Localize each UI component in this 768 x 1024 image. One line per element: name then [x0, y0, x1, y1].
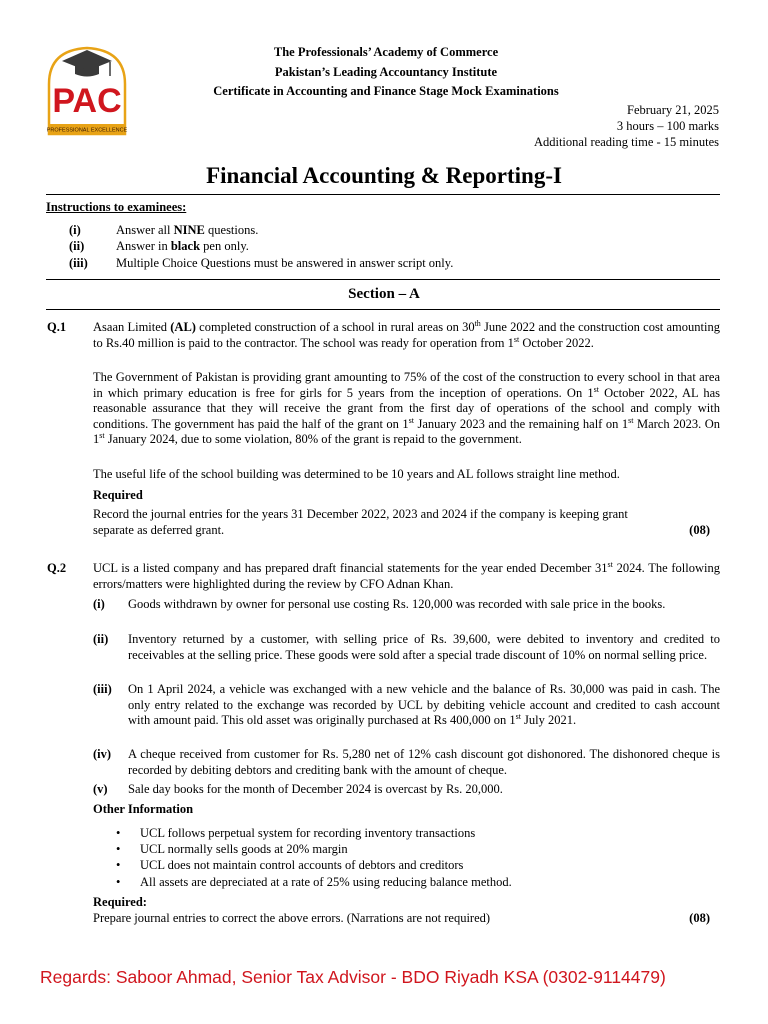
q2-item: (i) Goods withdrawn by owner for personal use costing Rs. 120,000 was recorded with sale price in the books.	[93, 597, 666, 611]
q2-bullet: • All assets are depreciated at a rate of 25% using reducing balance method.	[116, 875, 512, 889]
q1-required-label: Required	[93, 488, 143, 502]
q2-item: (iv) A cheque received from customer for Rs. 5,280 net of 12% cash discount got dishonored. The dishonored cheque is recorded by debiting debtors and crediting bank with the amount of cheque.	[93, 747, 720, 777]
q2-item: (v) Sale day books for the month of December 2024 is overcast by Rs. 20,000.	[93, 782, 503, 796]
header-line-3: Certificate in Accounting and Finance Stage Mock Examinations	[213, 84, 559, 98]
q2-intro: UCL is a listed company and has prepared draft financial statements for the year ended December 31st 2024. The following errors/matters were highlighted during the review by CFO Adnan Khan.	[93, 559, 720, 591]
exam-meta	[534, 102, 719, 150]
pac-logo	[46, 44, 128, 138]
footer-credit: Regards: Saboor Ahmad, Senior Tax Advisor - BDO Riyadh KSA (0302-9114479)	[40, 967, 666, 987]
q1-marks: (08)	[689, 523, 710, 537]
logo-tagline: PROFESSIONAL EXCELLENCE	[46, 127, 128, 134]
pac-logo-graphic	[46, 44, 128, 138]
exam-date: February 21, 2025	[627, 103, 719, 117]
question-2-number: Q.2	[47, 561, 67, 575]
title-divider	[46, 194, 720, 195]
instruction-item: (ii) Answer in black pen only.	[69, 239, 249, 253]
q2-other-info-label: Other Information	[93, 802, 194, 816]
q2-item: (iii) On 1 April 2024, a vehicle was exchanged with a new vehicle and the balance of Rs. 30,000 was paid in cash. The only entry related to the exchange was recorded by UCL by debiting vehicle account and credited to cash account with amount paid. This old asset was originally purchased at Rs 400,000 on 1st July 2021.	[93, 682, 720, 728]
section-rule-bottom	[46, 309, 720, 310]
institute-header	[140, 43, 632, 102]
instruction-item: (iii) Multiple Choice Questions must be answered in answer script only.	[69, 256, 454, 270]
q2-required-text: Prepare journal entries to correct the above errors. (Narrations are not required)	[93, 911, 491, 925]
q1-paragraph-3: The useful life of the school building was determined to be 10 years and AL follows straight line method.	[93, 467, 620, 481]
q2-bullet: • UCL normally sells goods at 20% margin	[116, 842, 348, 856]
q2-bullet: • UCL follows perpetual system for recording inventory transactions	[116, 826, 476, 840]
q2-bullet: • UCL does not maintain control accounts of debtors and creditors	[116, 858, 464, 872]
q1-paragraph-1: Asaan Limited (AL) completed construction of a school in rural areas on 30th June 2022 and the construction cost amounting to Rs.40 million is paid to the contractor. The school was ready for operation from 1st October 2022.	[93, 318, 720, 350]
paper-title: Financial Accounting & Reporting-I	[206, 163, 562, 188]
instruction-item: (i) Answer all NINE questions.	[69, 223, 259, 237]
instructions-heading: Instructions to examinees:	[46, 200, 187, 214]
exam-duration: 3 hours – 100 marks	[616, 119, 719, 133]
header-line-2: Pakistan’s Leading Accountancy Institute	[274, 64, 498, 79]
q2-marks: (08)	[689, 911, 710, 925]
question-1-number: Q.1	[47, 320, 67, 334]
section-rule-top	[46, 279, 720, 280]
reading-time: Additional reading time - 15 minutes	[533, 135, 719, 149]
section-heading: Section – A	[348, 286, 420, 302]
q1-required-text: Record the journal entries for the years 31 December 2022, 2023 and 2024 if the company is keeping grant separate as deferred grant.	[93, 507, 628, 537]
q2-required-label: Required:	[93, 895, 147, 909]
q2-item: (ii) Inventory returned by a customer, with selling price of Rs. 39,600, were debited to inventory and credited to receivables at the selling price. These goods were sold after a special trade discount of 10% on normal selling price.	[93, 632, 720, 662]
header-line-1: The Professionals’ Academy of Commerce	[273, 45, 499, 59]
q1-paragraph-2: The Government of Pakistan is providing grant amounting to 75% of the cost of the construction to every school in that area in which primary education is free for girls for 5 years from the inception of operations. On 1st October 2022, AL has reasonable assurance that they will receive the grant from the first day of operations of the school and comply with conditions. The government has paid the half of the grant on 1st January 2023 and the remaining half on 1st March 2023. On 1st January 2024, due to some violation, 80% of the grant is repaid to the government.	[93, 370, 721, 447]
logo-text: PAC	[52, 82, 122, 120]
